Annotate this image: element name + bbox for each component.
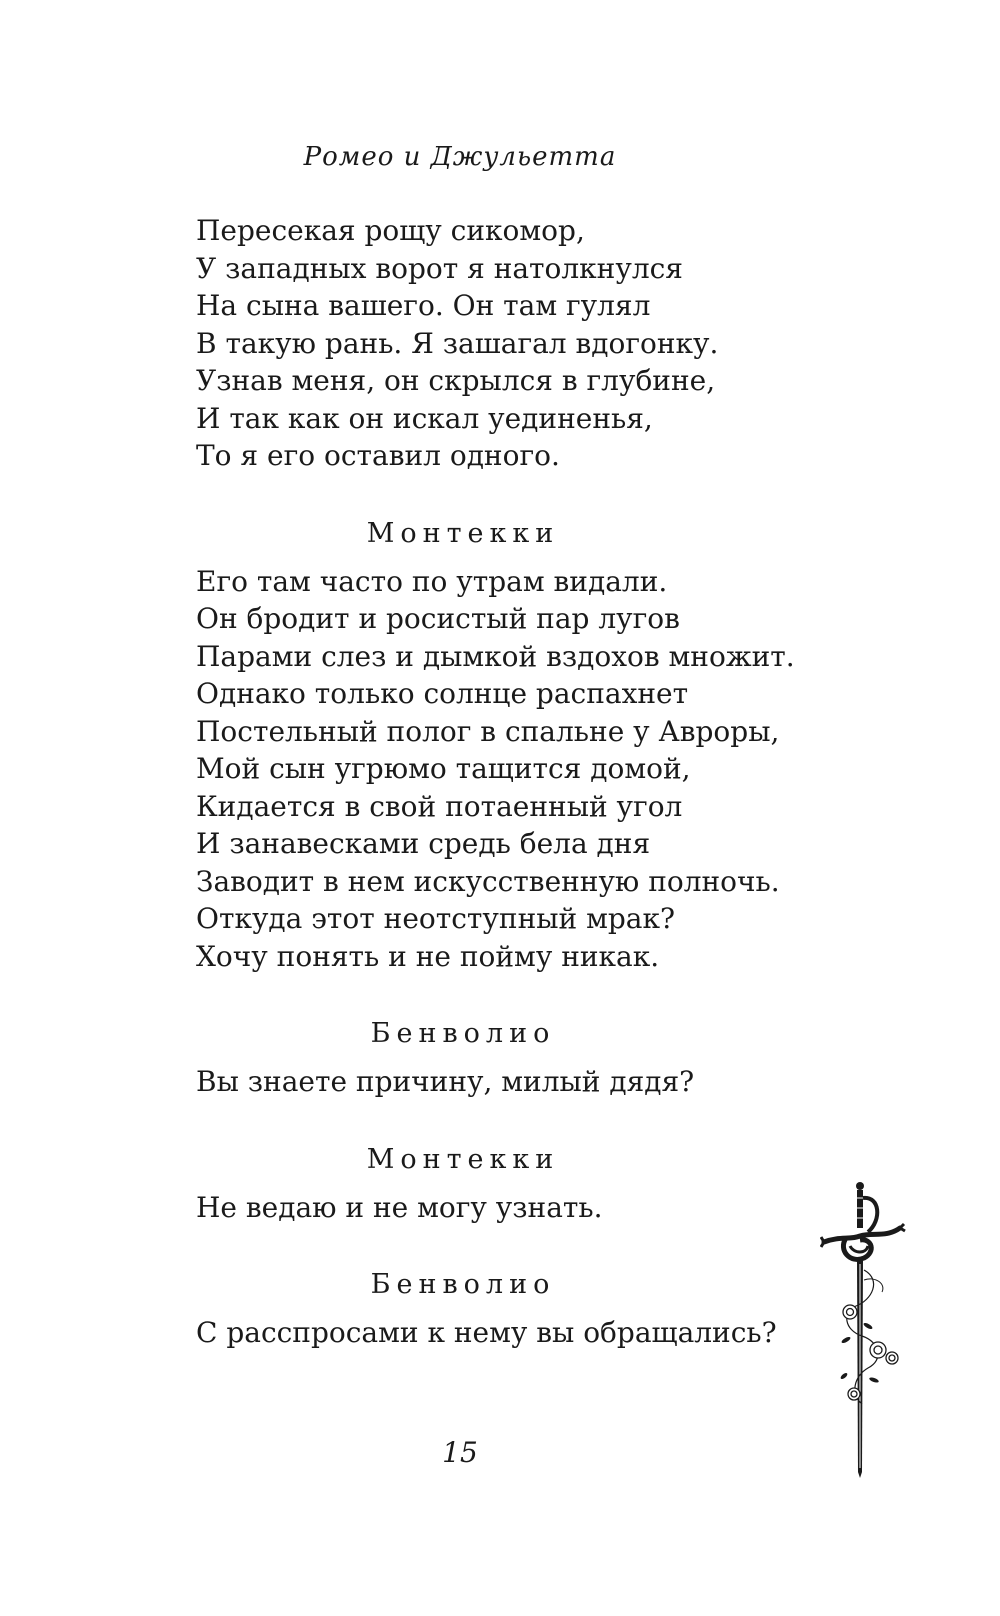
passage-montague bbox=[196, 1144, 816, 1227]
verse-line: То я его оставил одного. bbox=[196, 439, 560, 472]
speaker-name: Монтекки bbox=[366, 517, 560, 549]
verse-line: Узнав меня, он скрылся в глубине, bbox=[196, 364, 716, 397]
passage-benvolio bbox=[196, 1018, 816, 1101]
verse-line: Откуда этот неотступный мрак? bbox=[196, 902, 675, 935]
verse-line: С расспросами к нему вы обращались? bbox=[196, 1316, 777, 1349]
running-head: Ромео и Джульетта bbox=[303, 142, 617, 172]
sword-with-roses-icon bbox=[820, 1180, 910, 1480]
passage-continuation bbox=[196, 212, 816, 475]
verse-line: Он бродит и росистый пар лугов bbox=[196, 602, 680, 635]
verse-line: Постельный полог в спальне у Авроры, bbox=[196, 714, 780, 748]
passage-montague bbox=[196, 518, 816, 976]
verse-line: У западных ворот я натолкнулся bbox=[196, 251, 683, 285]
verse-line: Кидается в свой потаенный угол bbox=[196, 789, 683, 823]
speaker-name: Монтекки bbox=[366, 1143, 560, 1175]
verse-line: Мой сын угрюмо тащится домой, bbox=[196, 752, 691, 785]
verse-line: Не ведаю и не могу узнать. bbox=[196, 1190, 603, 1224]
verse-line: На сына вашего. Он там гулял bbox=[196, 289, 651, 322]
verse-line: Хочу понять и не пойму никак. bbox=[196, 939, 660, 973]
text-block bbox=[196, 212, 816, 1352]
speaker-name: Бенволио bbox=[370, 1018, 556, 1049]
verse-line: В такую рань. Я зашагал вдогонку. bbox=[196, 326, 719, 360]
verse-line: Пересекая рощу сикомор, bbox=[196, 214, 585, 247]
passage-benvolio bbox=[196, 1269, 816, 1352]
page-number: 15 bbox=[442, 1436, 478, 1469]
verse-line: И занавесками средь бела дня bbox=[196, 827, 651, 860]
verse-line: Парами слез и дымкой вздохов множит. bbox=[196, 639, 795, 673]
verse-line: Его там часто по утрам видали. bbox=[196, 564, 668, 598]
verse-line: Вы знаете причину, милый дядя? bbox=[196, 1065, 695, 1098]
verse-line: Заводит в нем искусственную полночь. bbox=[196, 864, 780, 898]
verse-line: И так как он искал уединенья, bbox=[196, 401, 653, 435]
speaker-name: Бенволио bbox=[370, 1269, 556, 1300]
verse-line: Однако только солнце распахнет bbox=[196, 677, 689, 710]
